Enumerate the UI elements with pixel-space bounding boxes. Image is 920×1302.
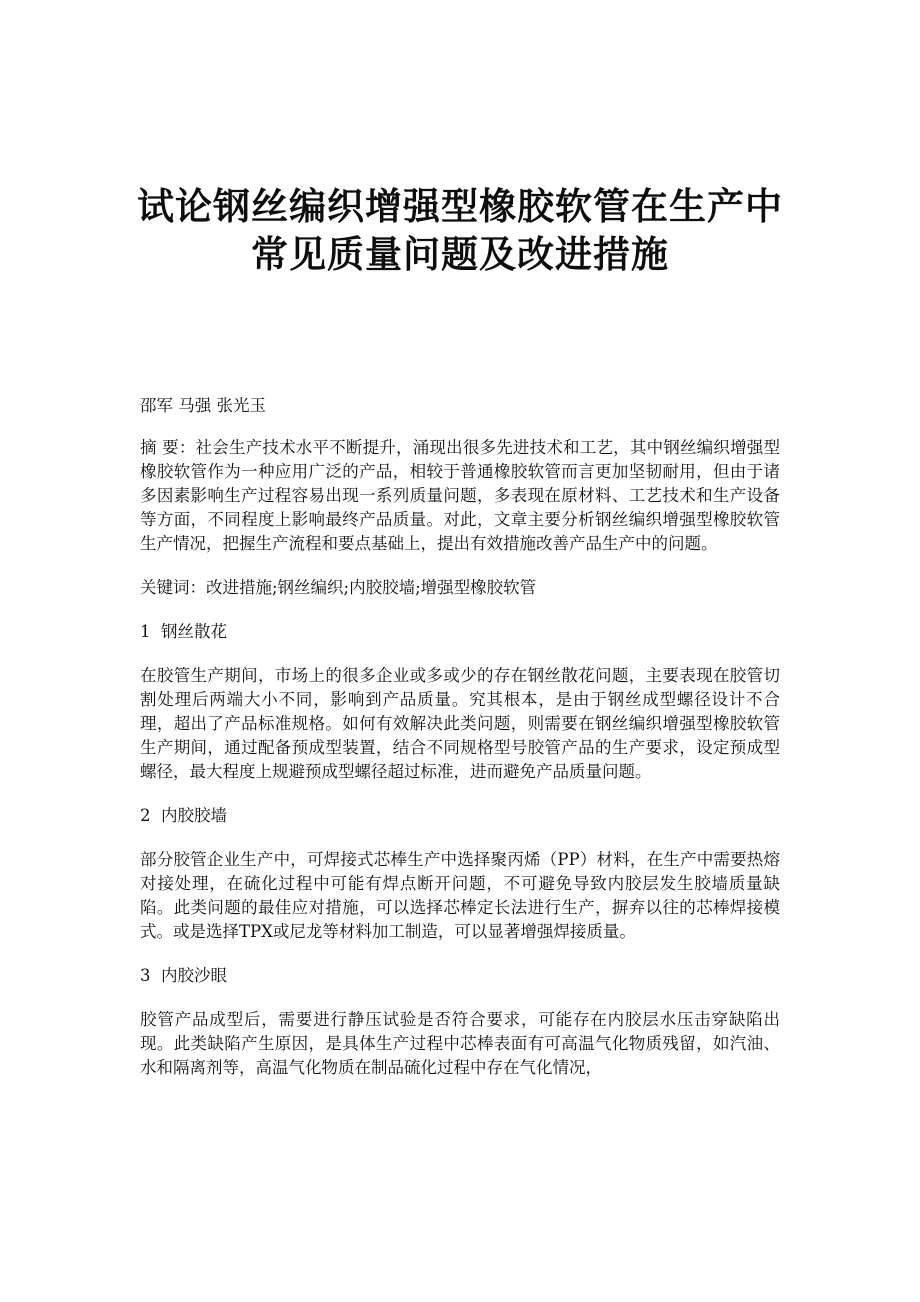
authors: 邵军 马强 张光玉	[140, 396, 266, 415]
paper-body	[140, 394, 780, 1080]
paper-title	[100, 183, 820, 279]
section-2-heading: 2 内胶胶墙	[140, 806, 227, 825]
section-2-text: 部分胶管企业生产中，可焊接式芯棒生产中选择聚丙烯（PP）材料，在生产中需要热熔对接处理，在硫化过程中可能有焊点断开问题，不可避免导致内胶层发生胶墙质量缺陷。此类问题的最佳应对措施，可以选择芯棒定长法进行生产，摒弃以往的芯棒焊接模式。或是选择TPX或尼龙等材料加工制造，可以显著增强焊接质量。	[140, 850, 780, 941]
title-line-1: 试论钢丝编织增强型橡胶软管在生产中	[137, 185, 783, 228]
section-1-heading: 1 钢丝散花	[140, 622, 227, 641]
section-3-heading: 3 内胶沙眼	[140, 966, 227, 985]
abstract: 摘 要：社会生产技术水平不断提升，涌现出很多先进技术和工艺，其中钢丝编织增强型橡胶软管作为一种应用广泛的产品，相较于普通橡胶软管而言更加坚韧耐用，但由于诸多因素影响生产过程容易出现一系列质量问题，多表现在原材料、工艺技术和生产设备等方面，不同程度上影响最终产品质量。对此，文章主要分析钢丝编织增强型橡胶软管生产情况，把握生产流程和要点基础上，提出有效措施改善产品生产中的问题。	[140, 438, 780, 553]
section-1-text: 在胶管生产期间，市场上的很多企业或多或少的存在钢丝散花问题，主要表现在胶管切割处理后两端大小不同，影响到产品质量。究其根本，是由于钢丝成型螺径设计不合理，超出了产品标准规格。如何有效解决此类问题，则需要在钢丝编织增强型橡胶软管生产期间，通过配备预成型装置，结合不同规格型号胶管产品的生产要求，设定预成型螺径，最大程度上规避预成型螺径超过标准，进而避免产品质量问题。	[140, 666, 780, 781]
section-3-text: 胶管产品成型后，需要进行静压试验是否符合要求，可能存在内胶层水压击穿缺陷出现。此类缺陷产生原因，是具体生产过程中芯棒表面有可高温气化物质残留，如汽油、水和隔离剂等，高温气化物质在制品硫化过程中存在气化情况，	[140, 1010, 780, 1077]
title-line-2: 常见质量问题及改进措施	[251, 233, 669, 276]
keywords: 关键词：改进措施;钢丝编织;内胶胶墙;增强型橡胶软管	[140, 578, 537, 597]
